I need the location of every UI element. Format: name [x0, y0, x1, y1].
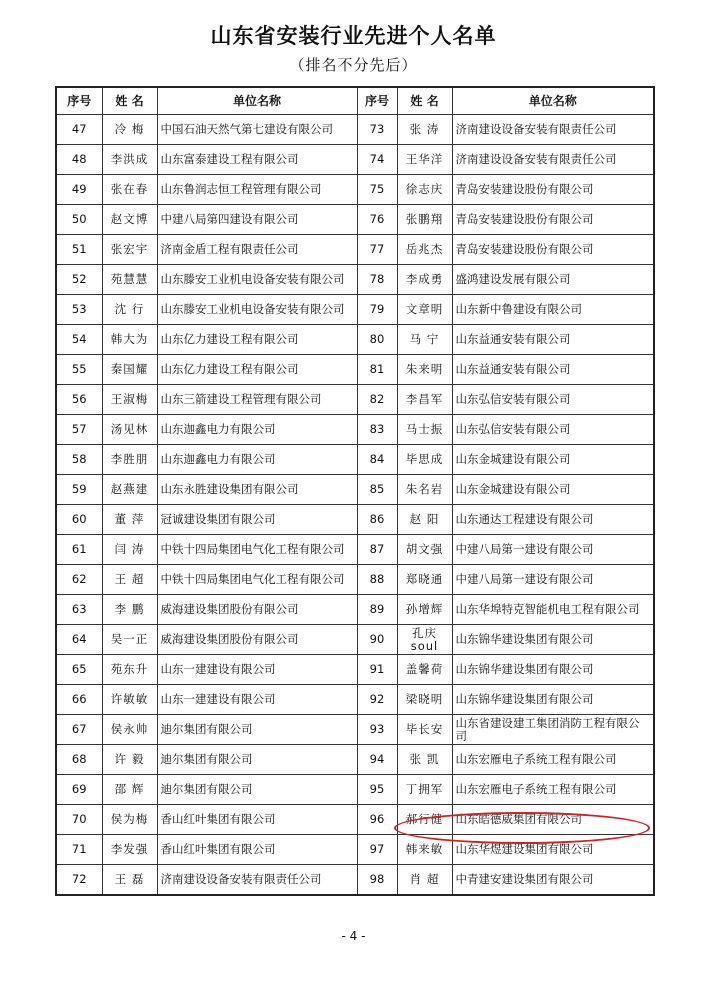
seq-cell: 71 [56, 835, 102, 865]
name-cell: 侯永帅 [102, 715, 157, 745]
seq-cell: 65 [56, 655, 102, 685]
name-cell: 盖馨荷 [397, 655, 452, 685]
name-cell: 秦国耀 [102, 355, 157, 385]
name-cell: 孔庆soul [397, 625, 452, 655]
seq-cell: 61 [56, 535, 102, 565]
org-cell: 香山红叶集团有限公司 [157, 805, 357, 835]
org-cell: 济南建设设备安装有限责任公司 [157, 865, 357, 896]
seq-cell: 49 [56, 175, 102, 205]
name-cell: 梁晓明 [397, 685, 452, 715]
seq-cell: 92 [357, 685, 397, 715]
seq-cell: 52 [56, 265, 102, 295]
seq-cell: 66 [56, 685, 102, 715]
name-cell: 徐志庆 [397, 175, 452, 205]
header-seq-left: 序号 [56, 87, 102, 115]
org-cell: 迪尔集团有限公司 [157, 775, 357, 805]
seq-cell: 90 [357, 625, 397, 655]
name-cell: 王华洋 [397, 145, 452, 175]
header-name-right: 姓 名 [397, 87, 452, 115]
org-cell: 中青建安建设集团有限公司 [452, 865, 654, 896]
org-cell: 青岛安装建设股份有限公司 [452, 205, 654, 235]
name-cell: 苑东升 [102, 655, 157, 685]
table-row [56, 805, 654, 835]
table-row [56, 505, 654, 535]
name-cell: 韩来敏 [397, 835, 452, 865]
org-cell: 中铁十四局集团电气化工程有限公司 [157, 565, 357, 595]
org-cell: 山东金城建设有限公司 [452, 445, 654, 475]
table-row [56, 565, 654, 595]
table-row [56, 685, 654, 715]
org-cell: 山东亿力建设工程有限公司 [157, 325, 357, 355]
org-cell: 山东省建设建工集团消防工程有限公司 [452, 715, 654, 745]
org-cell: 山东滕安工业机电设备安装有限公司 [157, 295, 357, 325]
name-cell: 沈 行 [102, 295, 157, 325]
seq-cell: 57 [56, 415, 102, 445]
seq-cell: 77 [357, 235, 397, 265]
seq-cell: 93 [357, 715, 397, 745]
table-row [56, 655, 654, 685]
org-cell: 迪尔集团有限公司 [157, 715, 357, 745]
seq-cell: 78 [357, 265, 397, 295]
table-row [56, 715, 654, 745]
header-org-left: 单位名称 [157, 87, 357, 115]
seq-cell: 75 [357, 175, 397, 205]
table-row [56, 205, 654, 235]
name-cell: 朱名岩 [397, 475, 452, 505]
name-cell: 张宏宇 [102, 235, 157, 265]
name-cell: 王 超 [102, 565, 157, 595]
seq-cell: 64 [56, 625, 102, 655]
name-cell: 郝行健 [397, 805, 452, 835]
table-row [56, 535, 654, 565]
org-cell: 山东宏雁电子系统工程有限公司 [452, 775, 654, 805]
seq-cell: 80 [357, 325, 397, 355]
org-cell: 中建八局第一建设有限公司 [452, 565, 654, 595]
name-cell: 张 涛 [397, 115, 452, 145]
name-cell: 胡文强 [397, 535, 452, 565]
org-cell: 山东一建建设有限公司 [157, 685, 357, 715]
table-row [56, 625, 654, 655]
name-cell: 马 宁 [397, 325, 452, 355]
org-cell: 山东宏雁电子系统工程有限公司 [452, 745, 654, 775]
seq-cell: 50 [56, 205, 102, 235]
name-cell: 张鹏翔 [397, 205, 452, 235]
seq-cell: 95 [357, 775, 397, 805]
org-cell: 山东富泰建设工程有限公司 [157, 145, 357, 175]
table-row [56, 445, 654, 475]
org-cell: 济南金盾工程有限责任公司 [157, 235, 357, 265]
seq-cell: 94 [357, 745, 397, 775]
name-cell: 赵燕建 [102, 475, 157, 505]
org-cell: 山东鲁润志恒工程管理有限公司 [157, 175, 357, 205]
seq-cell: 87 [357, 535, 397, 565]
seq-cell: 82 [357, 385, 397, 415]
org-cell: 山东益通安装有限公司 [452, 355, 654, 385]
seq-cell: 85 [357, 475, 397, 505]
name-cell: 文章明 [397, 295, 452, 325]
name-cell: 韩大为 [102, 325, 157, 355]
seq-cell: 76 [357, 205, 397, 235]
seq-cell: 73 [357, 115, 397, 145]
org-cell: 山东华埠特克智能机电工程有限公司 [452, 595, 654, 625]
org-cell: 山东锦华建设集团有限公司 [452, 685, 654, 715]
seq-cell: 89 [357, 595, 397, 625]
seq-cell: 79 [357, 295, 397, 325]
org-cell: 迪尔集团有限公司 [157, 745, 357, 775]
table-row [56, 295, 654, 325]
seq-cell: 60 [56, 505, 102, 535]
org-cell: 中建八局第一建设有限公司 [452, 535, 654, 565]
name-cell: 李昌军 [397, 385, 452, 415]
org-cell: 青岛安装建设股份有限公司 [452, 235, 654, 265]
name-cell: 许敏敏 [102, 685, 157, 715]
name-cell: 李胜朋 [102, 445, 157, 475]
name-cell: 吴一正 [102, 625, 157, 655]
table-row [56, 385, 654, 415]
seq-cell: 63 [56, 595, 102, 625]
name-cell: 李洪成 [102, 145, 157, 175]
org-cell: 济南建设设备安装有限责任公司 [452, 145, 654, 175]
org-cell: 山东永胜建设集团有限公司 [157, 475, 357, 505]
org-cell: 威海建设集团股份有限公司 [157, 625, 357, 655]
table-row [56, 115, 654, 145]
table-row [56, 835, 654, 865]
seq-cell: 96 [357, 805, 397, 835]
name-cell: 苑慧慧 [102, 265, 157, 295]
seq-cell: 53 [56, 295, 102, 325]
seq-cell: 83 [357, 415, 397, 445]
seq-cell: 59 [56, 475, 102, 505]
seq-cell: 86 [357, 505, 397, 535]
name-cell: 马士振 [397, 415, 452, 445]
org-cell: 山东弘信安装有限公司 [452, 415, 654, 445]
seq-cell: 70 [56, 805, 102, 835]
name-cell: 郑晓通 [397, 565, 452, 595]
name-cell: 闫 涛 [102, 535, 157, 565]
name-cell: 李成勇 [397, 265, 452, 295]
org-cell: 山东锦华建设集团有限公司 [452, 625, 654, 655]
seq-cell: 72 [56, 865, 102, 896]
seq-cell: 84 [357, 445, 397, 475]
header-seq-right: 序号 [357, 87, 397, 115]
seq-cell: 56 [56, 385, 102, 415]
table-row [56, 475, 654, 505]
roster-table [55, 86, 655, 896]
org-cell: 山东益通安装有限公司 [452, 325, 654, 355]
name-cell: 肖 超 [397, 865, 452, 896]
org-cell: 山东锦华建设集团有限公司 [452, 655, 654, 685]
org-cell: 山东新中鲁建设有限公司 [452, 295, 654, 325]
org-cell: 中铁十四局集团电气化工程有限公司 [157, 535, 357, 565]
name-cell: 丁拥军 [397, 775, 452, 805]
table-row [56, 415, 654, 445]
seq-cell: 88 [357, 565, 397, 595]
name-cell: 孙增辉 [397, 595, 452, 625]
table-row [56, 145, 654, 175]
document-subtitle: （排名不分先后） [289, 56, 418, 74]
header-org-right: 单位名称 [452, 87, 654, 115]
table-row [56, 775, 654, 805]
org-cell: 冠诚建设集团有限公司 [157, 505, 357, 535]
name-cell: 邵 辉 [102, 775, 157, 805]
org-cell: 山东金城建设有限公司 [452, 475, 654, 505]
seq-cell: 81 [357, 355, 397, 385]
name-cell: 岳兆杰 [397, 235, 452, 265]
org-cell: 山东三箭建设工程管理有限公司 [157, 385, 357, 415]
roster-body [56, 115, 654, 896]
org-cell: 盛鸿建设发展有限公司 [452, 265, 654, 295]
name-cell: 朱来明 [397, 355, 452, 385]
seq-cell: 67 [56, 715, 102, 745]
table-row [56, 325, 654, 355]
name-cell: 毕思成 [397, 445, 452, 475]
name-cell: 汤见林 [102, 415, 157, 445]
seq-cell: 55 [56, 355, 102, 385]
seq-cell: 54 [56, 325, 102, 355]
seq-cell: 48 [56, 145, 102, 175]
name-cell: 侯为梅 [102, 805, 157, 835]
seq-cell: 74 [357, 145, 397, 175]
seq-cell: 91 [357, 655, 397, 685]
name-cell: 李发强 [102, 835, 157, 865]
name-cell: 许 毅 [102, 745, 157, 775]
org-cell: 山东迦鑫电力有限公司 [157, 445, 357, 475]
org-cell: 威海建设集团股份有限公司 [157, 595, 357, 625]
table-row [56, 235, 654, 265]
seq-cell: 58 [56, 445, 102, 475]
table-header-row [56, 87, 654, 115]
org-cell: 山东滕安工业机电设备安装有限公司 [157, 265, 357, 295]
org-cell: 山东弘信安装有限公司 [452, 385, 654, 415]
org-cell: 青岛安装建设股份有限公司 [452, 175, 654, 205]
name-cell: 赵 阳 [397, 505, 452, 535]
org-cell: 山东亿力建设工程有限公司 [157, 355, 357, 385]
name-cell: 董 萍 [102, 505, 157, 535]
name-cell: 张在春 [102, 175, 157, 205]
header-name-left: 姓 名 [102, 87, 157, 115]
seq-cell: 51 [56, 235, 102, 265]
name-cell: 毕长安 [397, 715, 452, 745]
name-cell: 赵文博 [102, 205, 157, 235]
org-cell: 中建八局第四建设有限公司 [157, 205, 357, 235]
org-cell: 山东皓德威集团有限公司 [452, 805, 654, 835]
name-cell: 王淑梅 [102, 385, 157, 415]
org-cell: 山东一建建设有限公司 [157, 655, 357, 685]
table-row [56, 175, 654, 205]
name-cell: 张 凯 [397, 745, 452, 775]
table-row [56, 745, 654, 775]
seq-cell: 97 [357, 835, 397, 865]
seq-cell: 62 [56, 565, 102, 595]
seq-cell: 68 [56, 745, 102, 775]
name-cell: 冷 梅 [102, 115, 157, 145]
org-cell: 山东迦鑫电力有限公司 [157, 415, 357, 445]
name-cell: 王 磊 [102, 865, 157, 896]
name-cell: 李 鹏 [102, 595, 157, 625]
table-row [56, 355, 654, 385]
document-title: 山东省安装行业先进个人名单 [210, 23, 497, 48]
seq-cell: 98 [357, 865, 397, 896]
table-row [56, 265, 654, 295]
seq-cell: 47 [56, 115, 102, 145]
org-cell: 香山红叶集团有限公司 [157, 835, 357, 865]
org-cell: 济南建设设备安装有限责任公司 [452, 115, 654, 145]
org-cell: 中国石油天然气第七建设有限公司 [157, 115, 357, 145]
table-row [56, 865, 654, 896]
org-cell: 山东通达工程建设有限公司 [452, 505, 654, 535]
seq-cell: 69 [56, 775, 102, 805]
table-row [56, 595, 654, 625]
org-cell: 山东华煜建设集团有限公司 [452, 835, 654, 865]
page-number: - 4 - [341, 929, 366, 943]
